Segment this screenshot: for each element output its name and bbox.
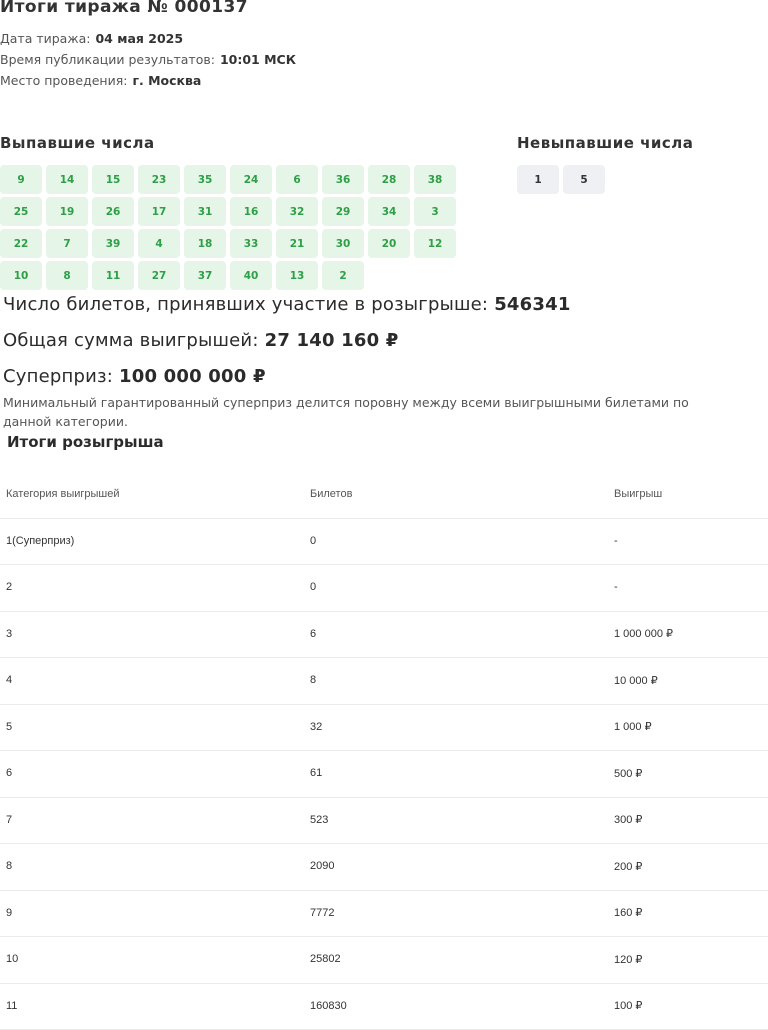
drawn-number-ball: 10 xyxy=(0,261,42,290)
tickets-count xyxy=(3,294,571,315)
drawn-number-ball: 37 xyxy=(184,261,226,290)
tickets-cell: 0 xyxy=(310,564,316,611)
not-drawn-numbers-heading: Невыпавшие числа xyxy=(517,134,693,152)
drawn-number-ball: 39 xyxy=(92,229,134,258)
column-header-tickets: Билетов xyxy=(310,471,352,518)
tickets-cell: 25802 xyxy=(310,936,341,983)
drawn-number-ball: 30 xyxy=(322,229,364,258)
publish-time-label: Время публикации результатов: xyxy=(0,52,215,67)
drawn-number-ball: 27 xyxy=(138,261,180,290)
tickets-count-value: 546341 xyxy=(494,294,570,315)
category-cell: 9 xyxy=(6,890,12,937)
draw-place-value: г. Москва xyxy=(132,73,201,88)
drawn-number-ball: 22 xyxy=(0,229,42,258)
table-row xyxy=(0,657,768,705)
prize-cell: 10 000 ₽ xyxy=(614,657,658,704)
category-cell: 8 xyxy=(6,843,12,890)
drawn-number-ball: 34 xyxy=(368,197,410,226)
prize-cell: 1 000 000 ₽ xyxy=(614,611,673,658)
table-row xyxy=(0,797,768,845)
prize-cell: 100 ₽ xyxy=(614,983,642,1030)
draw-place xyxy=(0,73,201,88)
superprize-label: Суперприз: xyxy=(3,366,113,387)
table-row xyxy=(0,518,768,566)
tickets-cell: 2090 xyxy=(310,843,334,890)
table-row xyxy=(0,750,768,798)
column-header-category: Категория выигрышей xyxy=(6,471,120,518)
drawn-number-ball: 29 xyxy=(322,197,364,226)
prize-cell: 300 ₽ xyxy=(614,797,642,844)
publish-time xyxy=(0,52,296,67)
total-winnings xyxy=(3,330,399,351)
drawn-number-ball: 7 xyxy=(46,229,88,258)
category-cell: 1(Суперприз) xyxy=(6,518,74,565)
category-cell: 4 xyxy=(6,657,12,704)
table-row xyxy=(0,936,768,984)
category-cell: 7 xyxy=(6,797,12,844)
tickets-cell: 32 xyxy=(310,704,322,751)
draw-date-value: 04 мая 2025 xyxy=(95,31,183,46)
tickets-cell: 61 xyxy=(310,750,322,797)
category-cell: 11 xyxy=(6,983,17,1030)
drawn-number-ball: 19 xyxy=(46,197,88,226)
draw-date-label: Дата тиража: xyxy=(0,31,90,46)
drawn-number-ball: 26 xyxy=(92,197,134,226)
category-cell: 10 xyxy=(6,936,18,983)
total-winnings-label: Общая сумма выигрышей: xyxy=(3,330,259,351)
not-drawn-number-ball: 5 xyxy=(563,165,605,194)
tickets-cell: 523 xyxy=(310,797,328,844)
total-winnings-value: 27 140 160 ₽ xyxy=(265,330,399,351)
tickets-cell: 6 xyxy=(310,611,316,658)
drawn-number-ball: 15 xyxy=(92,165,134,194)
drawn-number-ball: 8 xyxy=(46,261,88,290)
table-row xyxy=(0,611,768,659)
tickets-cell: 8 xyxy=(310,657,316,704)
drawn-number-ball: 4 xyxy=(138,229,180,258)
drawn-number-ball: 2 xyxy=(322,261,364,290)
drawn-number-ball: 25 xyxy=(0,197,42,226)
drawn-number-ball: 32 xyxy=(276,197,318,226)
results-heading: Итоги розыгрыша xyxy=(7,433,164,451)
drawn-number-ball: 40 xyxy=(230,261,272,290)
table-row xyxy=(0,890,768,938)
tickets-cell: 7772 xyxy=(310,890,334,937)
category-cell: 2 xyxy=(6,564,12,611)
table-row xyxy=(0,983,768,1030)
drawn-number-ball: 6 xyxy=(276,165,318,194)
tickets-cell: 0 xyxy=(310,518,316,565)
column-header-prize: Выигрыш xyxy=(614,471,662,518)
draw-title: Итоги тиража № 000137 xyxy=(0,0,248,17)
prize-cell: 120 ₽ xyxy=(614,936,642,983)
prize-cell: 500 ₽ xyxy=(614,750,642,797)
drawn-number-ball: 18 xyxy=(184,229,226,258)
drawn-number-ball: 28 xyxy=(368,165,410,194)
tickets-count-label: Число билетов, принявших участие в розыгрыше: xyxy=(3,294,488,315)
superprize-note: Минимальный гарантированный суперприз делится поровну между всеми выигрышными билетами по данной категории. xyxy=(3,393,723,431)
drawn-number-ball: 11 xyxy=(92,261,134,290)
drawn-number-ball: 23 xyxy=(138,165,180,194)
category-cell: 3 xyxy=(6,611,12,658)
drawn-number-ball: 20 xyxy=(368,229,410,258)
drawn-number-ball: 36 xyxy=(322,165,364,194)
drawn-number-ball: 21 xyxy=(276,229,318,258)
drawn-number-ball: 17 xyxy=(138,197,180,226)
drawn-number-ball: 13 xyxy=(276,261,318,290)
drawn-number-ball: 38 xyxy=(414,165,456,194)
superprize xyxy=(3,366,266,387)
drawn-number-ball: 14 xyxy=(46,165,88,194)
draw-date xyxy=(0,31,183,46)
drawn-numbers-heading: Выпавшие числа xyxy=(0,134,155,152)
prize-cell: 160 ₽ xyxy=(614,890,642,937)
table-row xyxy=(0,843,768,891)
drawn-number-ball: 31 xyxy=(184,197,226,226)
results-table-header xyxy=(0,471,768,519)
prize-cell: - xyxy=(614,564,618,611)
not-drawn-number-ball: 1 xyxy=(517,165,559,194)
drawn-number-ball: 16 xyxy=(230,197,272,226)
drawn-number-ball: 35 xyxy=(184,165,226,194)
draw-place-label: Место проведения: xyxy=(0,73,127,88)
table-row xyxy=(0,564,768,612)
drawn-number-ball: 12 xyxy=(414,229,456,258)
table-row xyxy=(0,704,768,752)
prize-cell: 200 ₽ xyxy=(614,843,642,890)
category-cell: 5 xyxy=(6,704,12,751)
prize-cell: 1 000 ₽ xyxy=(614,704,652,751)
drawn-number-ball: 24 xyxy=(230,165,272,194)
prize-cell: - xyxy=(614,518,618,565)
superprize-value: 100 000 000 ₽ xyxy=(119,366,266,387)
drawn-number-ball: 9 xyxy=(0,165,42,194)
tickets-cell: 160830 xyxy=(310,983,347,1030)
category-cell: 6 xyxy=(6,750,12,797)
drawn-number-ball: 33 xyxy=(230,229,272,258)
publish-time-value: 10:01 МСК xyxy=(220,52,296,67)
drawn-number-ball: 3 xyxy=(414,197,456,226)
